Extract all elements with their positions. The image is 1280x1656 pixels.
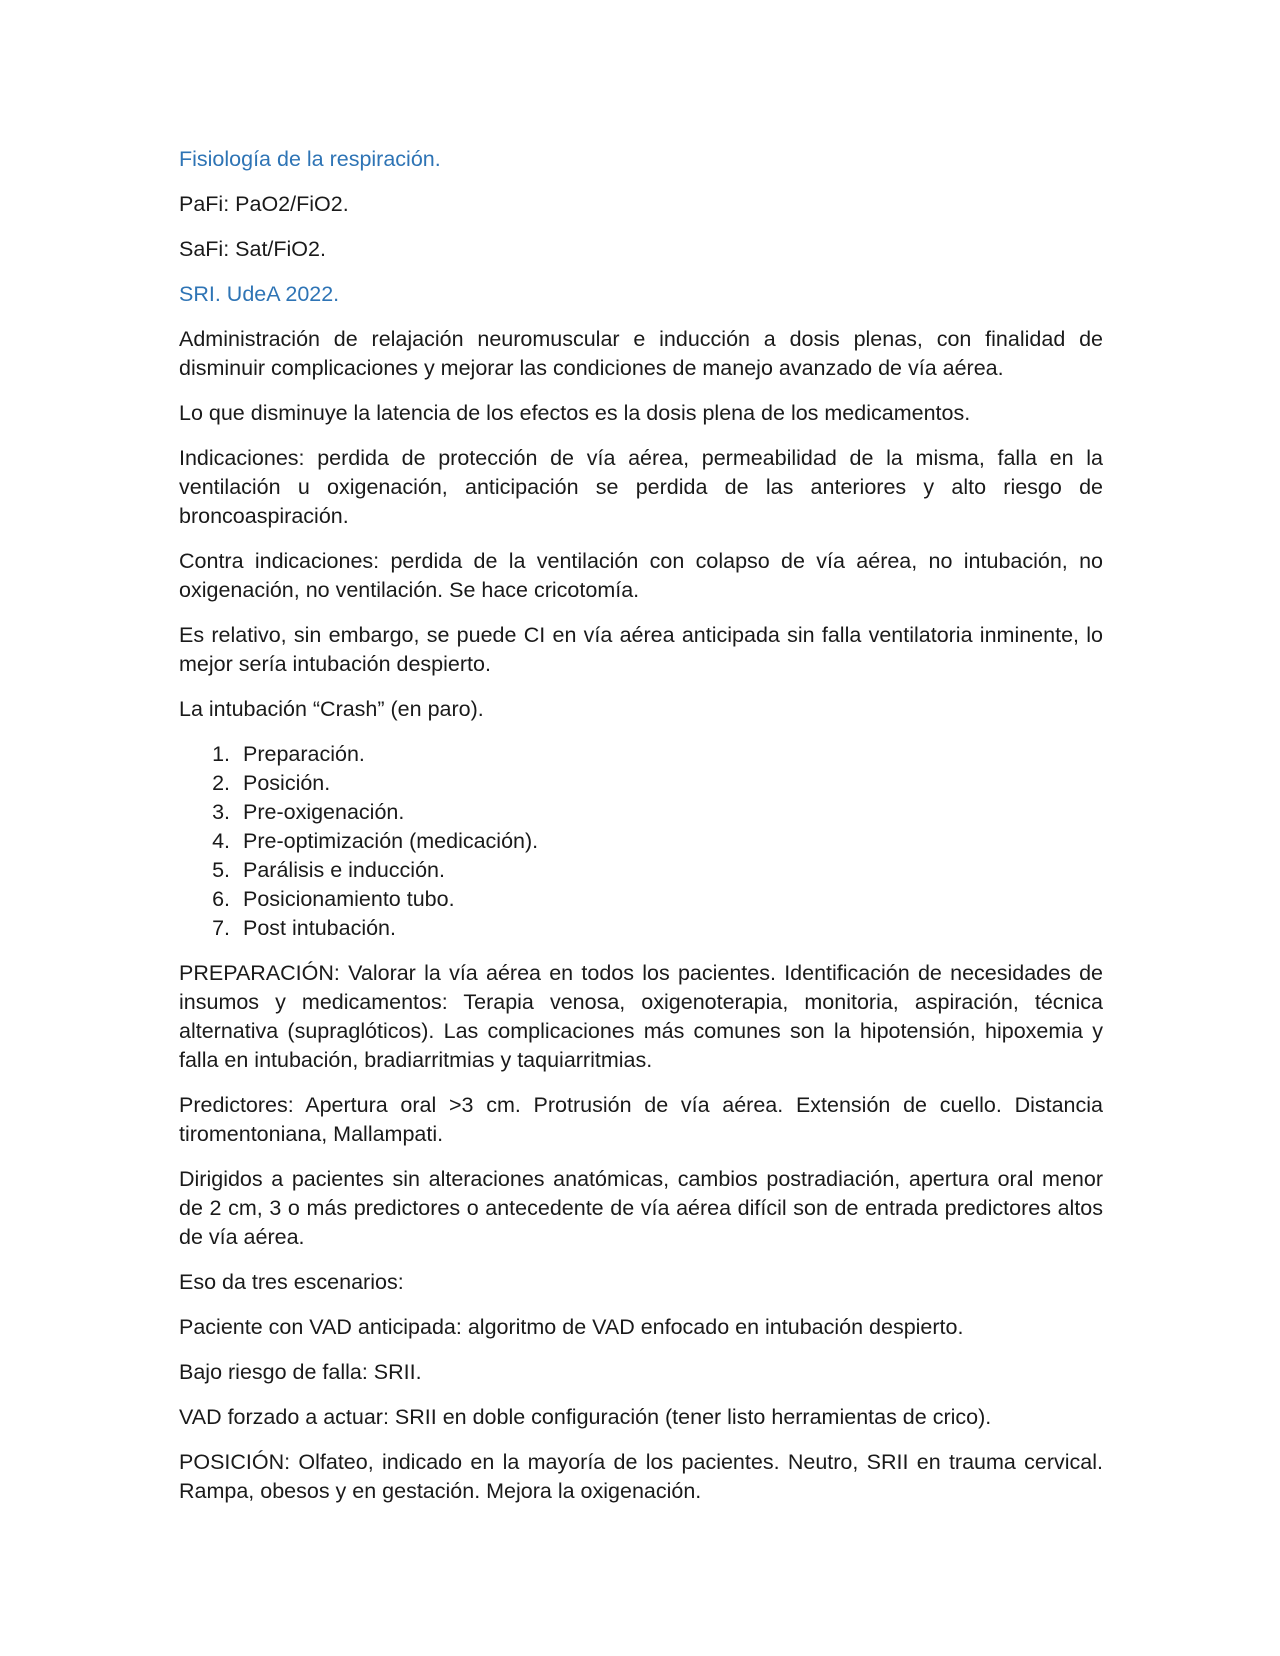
paragraph-bajo-riesgo: Bajo riesgo de falla: SRII. xyxy=(179,1360,422,1384)
list-item-text: Posicionamiento tubo. xyxy=(243,887,455,911)
paragraph-escenarios: Eso da tres escenarios: xyxy=(179,1270,404,1294)
paragraph-posicion: POSICIÓN: Olfateo, indicado en la mayoría de los pacientes. Neutro, SRII en trauma cervical. Rampa, obesos y en gestación. Mejora la oxigenación. xyxy=(179,1450,1103,1503)
paragraph-vad-forzado: VAD forzado a actuar: SRII en doble configuración (tener listo herramientas de crico). xyxy=(179,1405,992,1429)
list-item-number: 5. xyxy=(212,858,230,882)
list-item-number: 2. xyxy=(212,771,230,795)
document-page xyxy=(179,145,1103,1522)
list-item xyxy=(179,798,1103,827)
list-item-text: Post intubación. xyxy=(243,916,396,940)
paragraph-latencia: Lo que disminuye la latencia de los efectos es la dosis plena de los medicamentos. xyxy=(179,401,971,425)
list-item-number: 3. xyxy=(212,800,230,824)
paragraph-safi: SaFi: Sat/FiO2. xyxy=(179,237,326,261)
list-item xyxy=(179,827,1103,856)
list-item xyxy=(179,885,1103,914)
paragraph-crash: La intubación “Crash” (en paro). xyxy=(179,697,484,721)
paragraph-relativo: Es relativo, sin embargo, se puede CI en vía aérea anticipada sin falla ventilatoria inminente, lo mejor sería intubación despierto. xyxy=(179,623,1103,676)
list-item xyxy=(179,740,1103,769)
list-item xyxy=(179,914,1103,943)
paragraph-administracion: Administración de relajación neuromuscular e inducción a dosis plenas, con finalidad de disminuir complicaciones y mejorar las condiciones de manejo avanzado de vía aérea. xyxy=(179,327,1103,380)
list-item-number: 7. xyxy=(212,916,230,940)
paragraph-pafi: PaFi: PaO2/FiO2. xyxy=(179,192,349,216)
list-item-text: Pre-oxigenación. xyxy=(243,800,405,824)
list-item-number: 6. xyxy=(212,887,230,911)
paragraph-indicaciones: Indicaciones: perdida de protección de vía aérea, permeabilidad de la misma, falla en la ventilación u oxigenación, anticipación se perdida de las anteriores y alto riesgo de broncoaspiración. xyxy=(179,446,1103,528)
paragraph-contraindicaciones: Contra indicaciones: perdida de la ventilación con colapso de vía aérea, no intubación, no oxigenación, no ventilación. Se hace cricotomía. xyxy=(179,549,1103,602)
list-item-text: Posición. xyxy=(243,771,331,795)
list-item xyxy=(179,856,1103,885)
heading-fisiologia: Fisiología de la respiración. xyxy=(179,147,441,171)
steps-list xyxy=(179,740,1103,943)
list-item xyxy=(179,769,1103,798)
paragraph-dirigidos: Dirigidos a pacientes sin alteraciones anatómicas, cambios postradiación, apertura oral menor de 2 cm, 3 o más predictores o antecedente de vía aérea difícil son de entrada predictores altos de vía aérea. xyxy=(179,1167,1103,1249)
list-item-text: Pre-optimización (medicación). xyxy=(243,829,539,853)
list-item-number: 4. xyxy=(212,829,230,853)
list-item-text: Preparación. xyxy=(243,742,365,766)
list-item-text: Parálisis e inducción. xyxy=(243,858,445,882)
paragraph-preparacion: PREPARACIÓN: Valorar la vía aérea en todos los pacientes. Identificación de necesidades de insumos y medicamentos: Terapia venosa, oxigenoterapia, monitoria, aspiración, técnica alternativa (supraglóticos). Las complicaciones más comunes son la hipotensión, hipoxemia y falla en intubación, bradiarritmias y taquiarritmias. xyxy=(179,961,1103,1072)
heading-sri: SRI. UdeA 2022. xyxy=(179,282,340,306)
list-item-number: 1. xyxy=(212,742,230,766)
paragraph-vad-anticipada: Paciente con VAD anticipada: algoritmo de VAD enfocado en intubación despierto. xyxy=(179,1315,964,1339)
paragraph-predictores: Predictores: Apertura oral >3 cm. Protrusión de vía aérea. Extensión de cuello. Distancia tiromentoniana, Mallampati. xyxy=(179,1093,1103,1146)
